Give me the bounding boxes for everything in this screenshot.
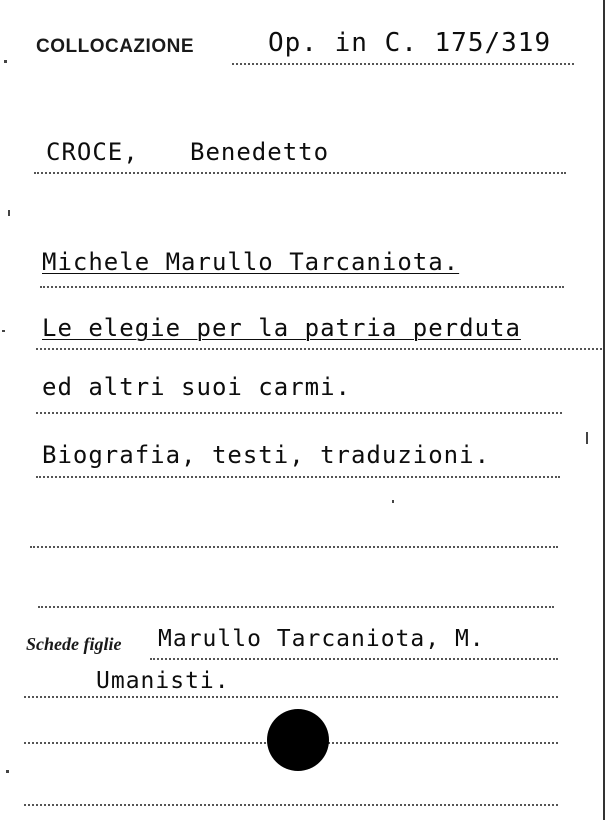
title-rule-4 (36, 476, 560, 478)
schede-label: Schede figlie (26, 634, 122, 654)
scan-speck (4, 60, 7, 63)
title-rule-2 (36, 348, 602, 350)
schede-line-1: Marullo Tarcaniota, M. (158, 626, 485, 652)
title-line-3: ed altri suoi carmi. (42, 373, 351, 401)
title-line-4: Biografia, testi, traduzioni. (42, 441, 491, 469)
card-right-edge (603, 0, 605, 820)
collocazione-label: COLLOCAZIONE (36, 36, 194, 57)
punch-hole (267, 709, 329, 771)
schede-line-2: Umanisti. (96, 668, 230, 694)
scan-speck (8, 210, 10, 216)
title-line-2: Le elegie per la patria perduta (42, 314, 521, 342)
collocazione-rule (232, 63, 574, 65)
title-line-1: Michele Marullo Tarcaniota. (42, 248, 460, 276)
author-surname: CROCE, (46, 138, 139, 166)
author-name: Benedetto (190, 138, 330, 166)
scan-speck (2, 330, 5, 332)
empty-rule-2 (38, 606, 554, 608)
scan-speck (392, 500, 394, 503)
title-rule-1 (40, 286, 564, 288)
empty-rule-1 (30, 546, 558, 548)
schede-rule-1 (150, 658, 558, 660)
schede-rule-4 (24, 804, 558, 806)
scan-speck (586, 432, 588, 444)
collocazione-value: Op. in C. 175/319 (268, 28, 552, 58)
schede-rule-2 (24, 696, 558, 698)
title-rule-3 (36, 412, 562, 414)
scan-speck (6, 770, 9, 773)
author-rule (34, 172, 566, 174)
